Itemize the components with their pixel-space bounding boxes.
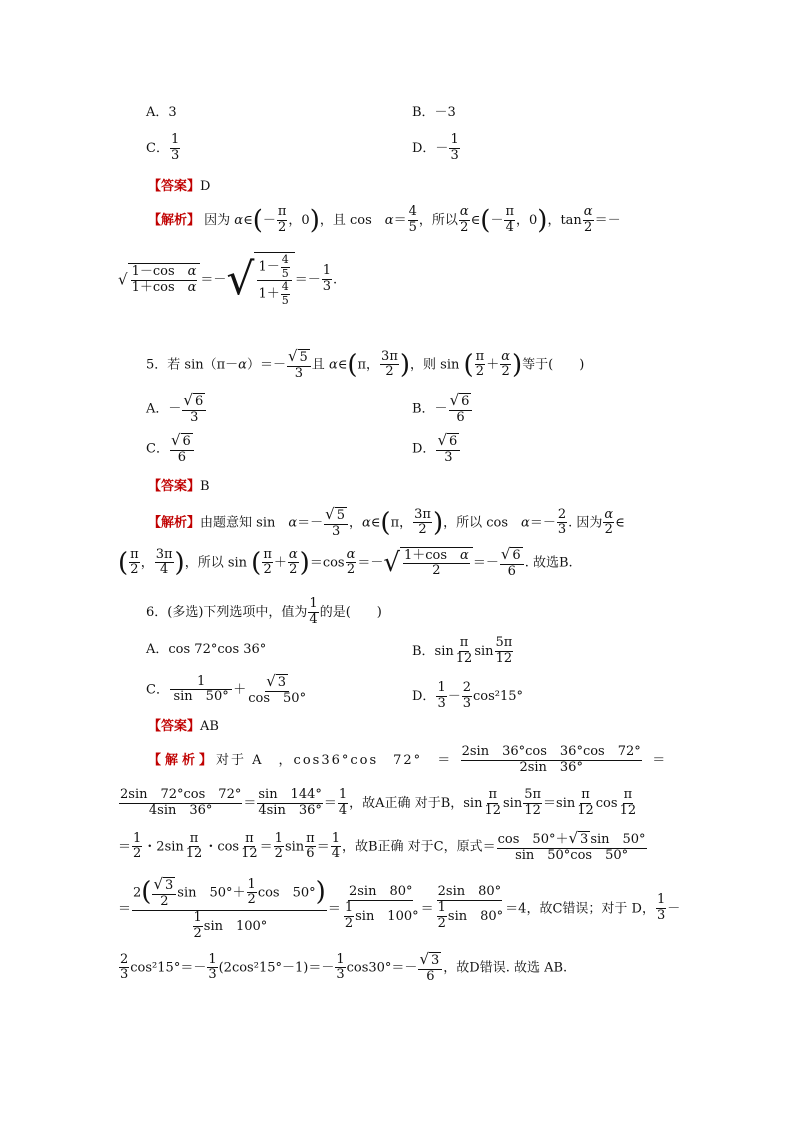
q5-analysis-line2: ( $\frac{\pi}{2}$ ， $\frac{3\pi}{4}$ )，所以 sin ( $\frac{\pi}{2}$ ＋ $\frac{\alpha}{2}$ )＝cos $\frac{\alpha}{2}$ ＝－√ $\frac{\text{1＋cos α}}{2}$ ＝－ $\frac{√ 6}{6}$ . 故选B. [118, 545, 573, 579]
q6-option-c: C． $\frac{1}{\sin 50^\circ}$ ＋ $\frac{√ 3}{\cos 50^\circ}$ [146, 672, 307, 706]
q4-option-b: B．－3 [412, 105, 456, 120]
fraction: $\frac{1}{3}$ [170, 132, 180, 163]
q4-analysis-line2: √ $\frac{\text{1－cos α}}{\text{1＋cos α}}$ ＝－√ 1－ $\frac{4}{5}$ 1＋ $\frac{4}{5}$ ＝－ $\frac{1}{3}$ . [118, 253, 338, 307]
q6-option-d: D． $\frac{1}{3}$ － $\frac{2}{3}$ cos²15° [412, 680, 524, 711]
q6-analysis-line3: ＝ $\frac{1}{2}$ ・2sin $\frac{\pi}{12}$ ・cos $\frac{\pi}{12}$ ＝ $\frac{1}{2}$ sin $\frac{\pi}{6}$ ＝ $\frac{1}{4}$ ，故B正确 对于C，原式＝ $\frac{\cos 50^\circ+√ 3 \sin 50^\circ}{\sin 50^\circ\cos 50^\circ}$ [118, 829, 646, 863]
q5-stem: 5．若 sin（π－α）＝－ $\frac{√ 5}{3}$ 且 α∈(π， $\frac{3\pi}{2}$ )，则 sin ( $\frac{\pi}{2}$ ＋ $\frac{\alpha}{2}$ )等于( ) [146, 347, 585, 381]
q5-option-c: C． $\frac{√ 6}{6}$ [146, 432, 195, 466]
q4-option-a: A．3 [146, 105, 177, 120]
q5-answer: 【答案】B [148, 479, 210, 494]
q5-option-d: D． $\frac{√ 6}{3}$ [412, 432, 461, 466]
q6-option-b: B．sin $\frac{\pi}{12}$ sin $\frac{5\pi}{12}$ [412, 635, 513, 666]
analysis-tag: 【解析】 [148, 212, 201, 228]
q6-answer: 【答案】AB [148, 719, 219, 734]
q6-analysis-line5: $\frac{2}{3}$ cos²15°＝－ $\frac{1}{3}$ (2cos²15°－1)＝－ $\frac{1}{3}$ cos30°＝－ $\frac{√ 3}{6}$ ，故D错误. 故选 AB. [120, 950, 568, 984]
q5-option-a: A．－ $\frac{√ 6}{3}$ [146, 392, 207, 426]
q4-answer: 【答案】D [148, 179, 211, 194]
q6-analysis-line4: ＝ 2( $\frac{√ 3}{2}$ sin 50°＋ $\frac{1}{2}$ cos 50°) $\frac{1}{2}$ sin 100° ＝ 2sin 80° $\frac{1}{2}$ sin 100° ＝ 2sin 80° $\frac{1}{2}$ sin 80° ＝4，故C错误；对于 D， $\frac{1}{3}$ － [118, 875, 681, 941]
q6-stem: 6．(多选)下列选项中，值为 $\frac{1}{4}$ 的是( ) [146, 596, 382, 627]
q6-analysis-line2: $\frac{2\sin 72^\circ\cos 72^\circ}{4\sin 36^\circ}$ ＝ $\frac{\sin 144^\circ}{4\sin 36^\circ}$ ＝ $\frac{1}{4}$ ，故A正确 对于B，sin $\frac{\pi}{12}$ sin $\frac{5\pi}{12}$ ＝sin $\frac{\pi}{12}$ cos $\frac{\pi}{12}$ [120, 787, 637, 818]
q4-option-d: D．－ $\frac{1}{3}$ [412, 132, 459, 163]
q6-analysis-line1: 【解析】对于 A ，cos36°cos 72° ＝ $\frac{2\sin 36^\circ\cos 36^\circ\cos 72^\circ}{2\sin 36^\circ}$ ＝ [148, 744, 666, 775]
q5-analysis-line1: 【解析】由题意知 sin α＝－ $\frac{√ 5}{3}$ ，α∈(π， $\frac{3\pi}{2}$ )，所以 cos α＝－ $\frac{2}{3}$ . 因为 $\frac{\alpha}{2}$ ∈ [148, 505, 625, 539]
q4-option-c: C． $\frac{1}{3}$ [146, 132, 180, 163]
q6-option-a: A．cos 72°cos 36° [146, 642, 267, 657]
q4-analysis-line1: 【解析】 因为 α∈(－ $\frac{\pi}{2}$ ，0)，且 cos α＝ $\frac{4}{5}$ ，所以 $\frac{\alpha}{2}$ ∈(－ $\frac{\pi}{4}$ ，0)，tan $\frac{\alpha}{2}$ ＝－ [148, 204, 621, 236]
fraction: $\frac{1}{3}$ [450, 132, 459, 163]
q5-option-b: B．－ $\frac{√ 6}{6}$ [412, 392, 473, 426]
